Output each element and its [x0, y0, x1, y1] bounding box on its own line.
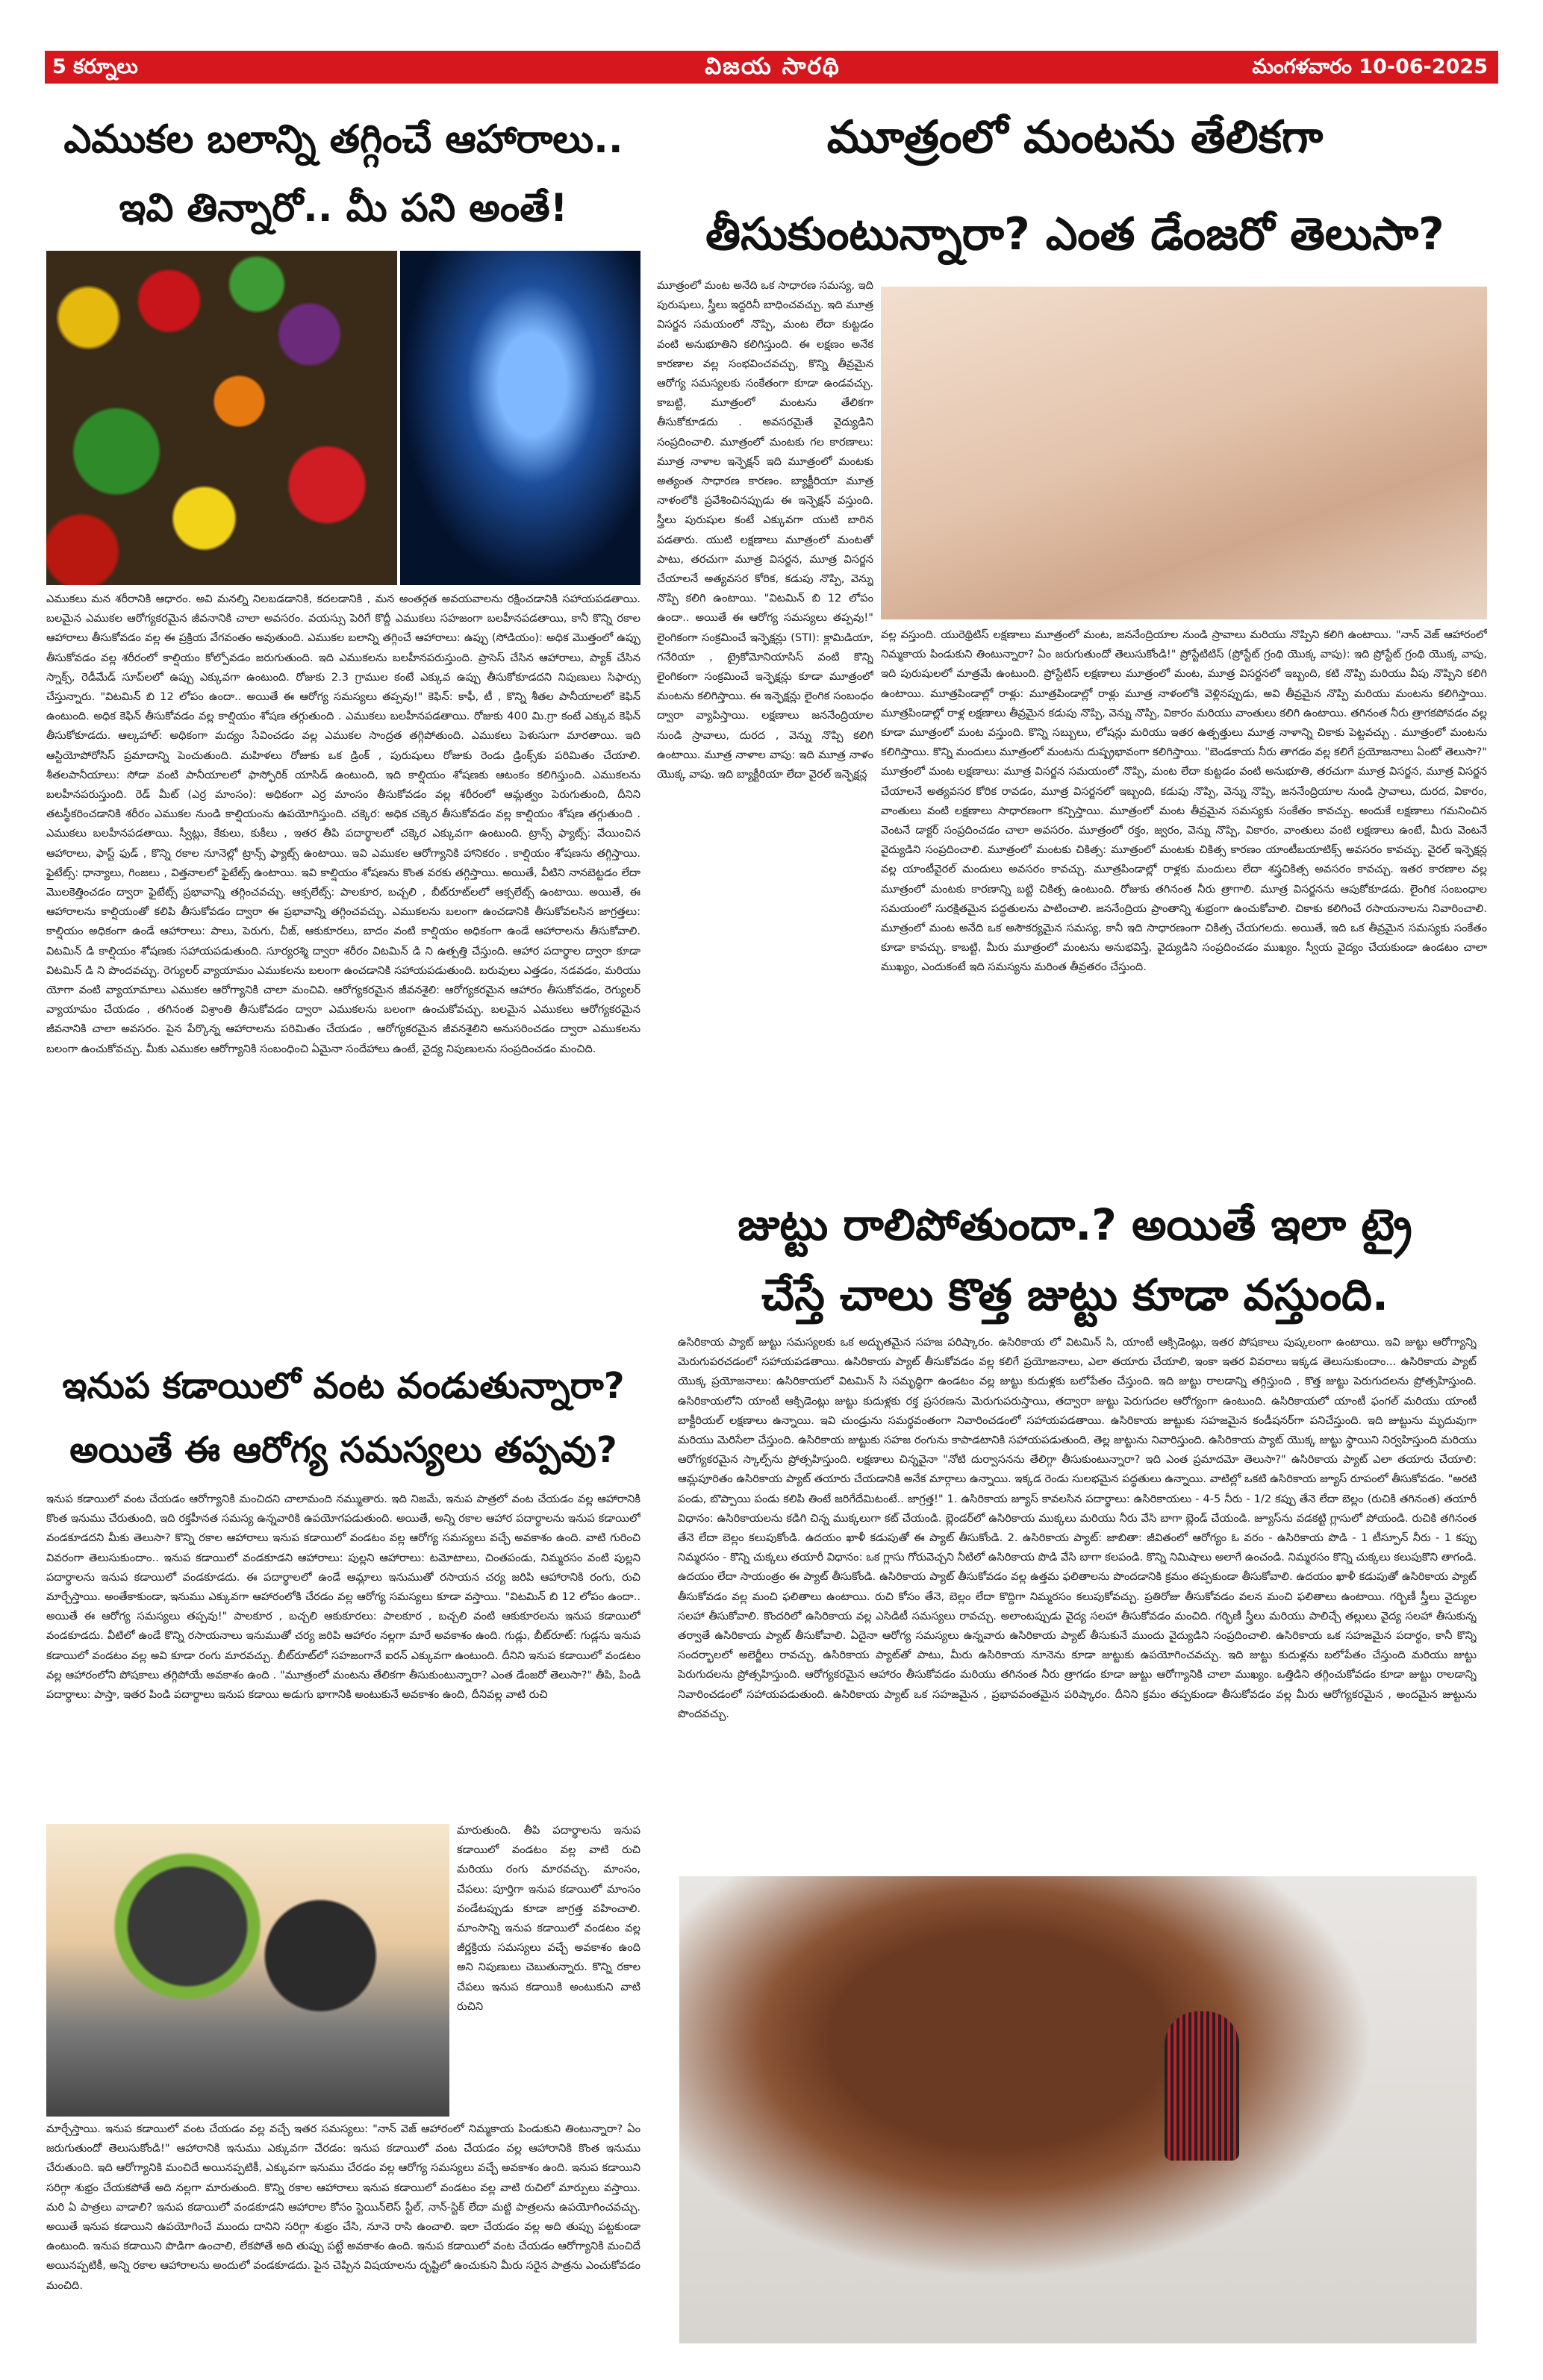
article3-headline-line1: మూత్రంలో మంటను తేలికగా: [826, 111, 1324, 163]
article3-headline-line2: తీసుకుంటున్నారా? ఎంత డేంజరో తెలుసా?: [705, 208, 1444, 260]
masthead-bar: [45, 51, 1498, 84]
page-number-city: 5 కర్నూలు: [52, 55, 138, 78]
article4-body: ఉసిరికాయ ప్యాట్ జుట్టు సమస్యలకు ఒక అద్భుతమైన సహజ పరిష్కారం. ఉసిరికాయ లో విటమిన్ సి, యాంటీ ఆక్సిడెంట్లు, ఇతర పోషకాలు పుష్కలంగా ఉంటాయి. ఇవి జుట్టు ఆరోగ్యాన్ని మెరుగుపరచడంలో సహాయపడతాయి. ఉసిరికాయ ప్యాట్ తీసుకోవడం వల్ల కలిగే ప్రయోజనాలు, ఎలా తయారు చేయాలి, ఇంకా ఇతర వివరాలు ఇక్కడ తెలుసుకుందాం... ఉసిరికాయ ప్యాట్ యొక్క ప్రయోజనాలు: ఉసిరికాయలో విటమిన్ సి సమృద్ధిగా ఉండటం వల్ల జుట్టు కుదుళ్లకు బలోపేతం చేస్తుంది. ఇది జుట్టు రాలడాన్ని తగ్గిస్తుంది , కొత్త జుట్టు పెరుగుదలను ప్రోత్సహిస్తుంది. ఉసిరికాయలోని యాంటీ ఆక్సిడెంట్లు జుట్టు కుదుళ్లకు రక్త ప్రసరణను మెరుగుపరుస్తాయి, తద్వారా జుట్టు పెరుగుదల ఆరోగ్యంగా ఉంటుంది. ఉసిరికాయలో యాంటీ ఫంగల్ మరియు యాంటీ బాక్టీరియల్ లక్షణాలు ఉన్నాయి. ఇవి చుండ్రును సమర్థవంతంగా నివారించడంలో సహాయపడతాయి. ఉసిరికాయ జుట్టుకు సహజమైన కండీషనర్‌గా పనిచేస్తుంది. ఇది జుట్టును మృదువుగా మరియు మెరిసేలా చేస్తుంది. ఉసిరికాయ జుట్టుకు సహజ రంగును కాపాడటానికి సహాయపడుతుంది, తెల్ల జుట్టును నివారిస్తుంది. ఉసిరికాయ ప్యాట్ యొక్క జుట్టు స్థాయిని నిర్వహిస్తుంది మరియు ఆరోగ్యకరమైన స్కాల్ప్‌ను ప్రోత్సహిస్తుంది. లక్షణాలు చిన్నవైనా "నోటి దుర్వాసనను తేలిగ్గా తీసుకుంటున్నారా? ఇది ఎంత ప్రమాదమో తెలుసా?" ఉసిరికాయ ప్యాట్ ఎలా తయారు చేయాలి: ఆమ్లపూరితం ఉసిరికాయ ప్యాట్ తయారు చేయడానికి అనేక మార్గాలు ఉన్నాయి. ఇక్కడ రెండు సులభమైన పద్ధతులు ఉన్నాయి. వాటిల్లో ఒకటి ఉసిరికాయ జ్యూస్ రూపంలో తీసుకోవడం. "అరటి పండు, బొప్పాయి పండు కలిపి తింటే జరిగేదేమిటంటే.. జాగ్రత్త!" 1. ఉసిరికాయ జ్యూస్ కావలసిన పదార్థాలు: ఉసిరికాయలు - 4-5 నీరు - 1/2 కప్పు తేనె లేదా బెల్లం (రుచికి తగినంత) తయారీ విధానం: ఉసిరికాయలను కడిగి చిన్న ముక్కలుగా కట్ చేయండి. బ్లెండర్‌లో ఉసిరికాయ ముక్కలు మరియు నీరు వేసి బాగా బ్లెండ్ చేయండి. జ్యూస్‌ను వడకట్టి గ్లాసులో పోయండి. రుచికి తగినంత తేనె లేదా బెల్లం కలుపుకోండి. ఉదయం ఖాళీ కడుపుతో ఈ ప్యాట్ తీసుకోండి. 2. ఉసిరికాయ ప్యాట్: జాబితా: జీవితంలో ఆరోగ్యం ఓ వరం - ఉసిరికాయ పొడి - 1 టీస్పూన్ నీరు - 1 కప్పు నిమ్మరసం - కొన్ని చుక్కలు తయారీ విధానం: ఒక గ్లాసు గోరువెచ్చని నీటిలో ఉసిరికాయ పొడి వేసి బాగా కలపండి. కొన్ని నిమిషాలు అలాగే ఉంచండి. నిమ్మరసం కొన్ని చుక్కలు కలుపుకొని తాగండి. ఉదయం లేదా సాయంత్రం ఈ ప్యాట్ తీసుకోండి. ఉసిరికాయ ప్యాట్ తీసుకోవడం వల్ల ఉత్తమ ఫలితాలను పొందడానికి క్రమం తప్పకుండా తీసుకోవాలి. ఉదయం ఖాళీ కడుపుతో ఉసిరికాయ ప్యాట్ తీసుకోవడం వల్ల మంచి ఫలితాలు ఉంటాయి. రుచి కోసం తేనె, బెల్లం లేదా కొద్దిగా నిమ్మరసం కలుపుకోవచ్చు. ప్రతిరోజు తీసుకోవడం వలన మంచి ఫలితాలు ఉంటాయి. గర్భిణీ స్త్రీలు వైద్యుల సలహా తీసుకోవాలి. కొందరిలో ఉసిరికాయ వల్ల ఎసిడిటీ సమస్యలు రావచ్చు. అలాంటప్పుడు వైద్య సలహా తీసుకోవడం మంచిది. గర్భిణీ స్త్రీలు మరియు పాలిచ్చే తల్లులు వైద్య సలహా తీసుకున్న తర్వాతే ఉసిరికాయ ప్యాట్ తీసుకోవాలి. ఏదైనా ఆరోగ్య సమస్యలు ఉన్నవారు ఉసిరికాయ ప్యాట్ తీసుకునే ముందు వైద్యుడిని సంప్రదించాలి. ఉసిరికాయ ఒక సహజమైన పదార్థం, కానీ కొన్ని సందర్భాలలో అలెర్జీలు రావచ్చు. ఉసిరికాయ ప్యాట్‌తో పాటు, మీరు ఉసిరికాయ నూనెను కూడా జుట్టుకు ఉపయోగించవచ్చు. ఇది జుట్టు కుదుళ్లను బలోపేతం చేస్తుంది మరియు జుట్టు పెరుగుదలను ప్రోత్సహిస్తుంది. ఆరోగ్యకరమైన ఆహారం తీసుకోవడం మరియు తగినంత నీరు త్రాగడం కూడా జుట్టు ఆరోగ్యానికి చాలా ముఖ్యం. ఒత్తిడిని తగ్గించుకోవడం కూడా జుట్టు రాలడాన్ని నివారించడంలో సహాయపడుతుంది. ఉసిరికాయ ప్యాట్ ఒక సహజమైన , ప్రభావవంతమైన పరిష్కారం. దీనిని క్రమం తప్పకుండా తీసుకోవడం వల్ల మీరు ఆరోగ్యకరమైన , అందమైన జుట్టును పొందవచ్చు.: [678, 1336, 1477, 1720]
article2-headline-line2: అయితే ఈ ఆరోగ్య సమస్యలు తప్పవు?: [69, 1429, 617, 1471]
newspaper-title: విజయ సారథి: [705, 53, 841, 80]
article2-body-bottom: మార్చేస్తాయి. ఇనుప కడాయిలో వంట చేయడం వల్ల వచ్చే ఇతర సమస్యలు: "నాన్ వెజ్ ఆహారంలో నిమ్మకాయ పిండుకుని తింటున్నారా? ఏం జరుగుతుందో తెలుసుకోండి!" ఆహారానికి ఇనుము ఎక్కువగా చేరడం: ఇనుప కడాయిలో వంట చేయడం వల్ల ఆహారానికి కొంత ఇనుము చేరుతుంది. ఇది ఆరోగ్యానికి మంచిదే అయినప్పటికీ, ఎక్కువగా ఇనుము చేరడం వల్ల ఆరోగ్య సమస్యలు వచ్చే అవకాశం ఉంది. ఇనుప కడాయిని సరిగ్గా శుభ్రం చేయకపోతే అది నల్లగా మారుతుంది. కొన్ని రకాల ఆహారాలు ఇనుప కడాయిలో వండటం వల్ల వాటి రుచిలో మార్పులు వస్తాయి. మరి ఏ పాత్రలు వాడాలి? ఇనుప కడాయిలో వండకూడని ఆహారాల కోసం స్టెయిన్‌లెస్ స్టీల్, నాన్-స్టిక్ లేదా మట్టి పాత్రలను ఉపయోగించవచ్చు. అయితే ఇనుప కడాయిని ఉపయోగించే ముందు దానిని సరిగ్గా శుభ్రం చేసి, నూనె రాసి ఉంచాలి. ఇలా చేయడం వల్ల అది తుప్పు పట్టకుండా ఉంటుంది. ఇనుప కడాయిని పొడిగా ఉంచాలి, లేకపోతే అది తుప్పు పట్టే అవకాశం ఉంది. ఇనుప కడాయిలో వంట చేయడం ఆరోగ్యానికి మంచిదే అయినప్పటికీ, అన్ని రకాల ఆహారాలను అందులో వండకూడదు. పైన చెప్పిన విషయాలను దృష్టిలో ఉంచుకుని మీరు సరైన పాత్రను ఎంచుకోవడం మంచిది.: [46, 2123, 640, 2292]
article2-body-side: మారుతుంది. తీపి పదార్థాలను ఇనుప కడాయిలో వండటం వల్ల వాటి రుచి మరియు రంగు మారవచ్చు. మాంసం, చేపలు: పూర్తిగా ఇనుప కడాయిలో మాంసం వండేటప్పుడు కూడా జాగ్రత్త వహించాలి. మాంసాన్ని ఇనుప కడాయిలో వండటం వల్ల జీర్ణక్రియ సమస్యలు వచ్చే అవకాశం ఉంది అని నిపుణులు చెబుతున్నారు. కొన్ని రకాల చేపలు ఇనుప కడాయికి అంటుకుని వాటి రుచిని: [457, 1824, 640, 2013]
issue-date: మంగళవారం 10-06-2025: [1252, 55, 1488, 78]
article2-body-top: ఇనుప కడాయిలో వంట చేయడం ఆరోగ్యానికి మంచిదని చాలామంది నమ్ముతారు. ఇది నిజమే, ఇనుప పాత్రలో వంట చేయడం వల్ల ఆహారానికి కొంత ఇనుము చేరుతుంది, ఇది రక్తహీనత సమస్య ఉన్నవారికి ఉపయోగపడుతుంది. అయితే, అన్ని రకాల ఆహార పదార్థాలను ఇనుప కడాయిలో వండకూడదని మీకు తెలుసా? కొన్ని రకాల ఆహారాలు ఇనుప కడాయిలో వండటం వల్ల ఆరోగ్య సమస్యలు వచ్చే అవకాశం ఉంది. వాటి గురించి వివరంగా తెలుసుకుందాం.. ఇనుప కడాయిలో వండకూడని ఆహారాలు: పుల్లని ఆహారాలు: టమోటాలు, చింతపండు, నిమ్మరసం వంటి పుల్లని పదార్థాలను ఇనుప కడాయిలో వండకూడదు. ఈ పదార్థాలలో ఉండే ఆమ్లాలు ఇనుముతో రసాయన చర్య జరిపి ఆహారానికి రంగు, రుచి మార్చేస్తాయి. అంతేకాకుండా, ఇనుము ఎక్కువగా ఆహారంలోకి చేరడం వల్ల ఆరోగ్య సమస్యలు కూడా వస్తాయి. "విటమిన్ బి 12 లోపం ఉందా.. అయితే ఈ ఆరోగ్య సమస్యలు తప్పవు!" పాలకూర , బచ్చలి ఆకుకూరలు: పాలకూర , బచ్చలి వంటి ఆకుకూరలను ఇనుప కడాయిలో వండకూడదు. వీటిలో ఉండే కొన్ని రసాయనాలు ఇనుముతో చర్య జరిపి ఆహారం నల్లగా మారే అవకాశం ఉంది. గుడ్లు, బీట్‌రూట్: గుడ్లను ఇనుప కడాయిలో వండటం వల్ల అవి కూడా రంగు మారవచ్చు. బీట్‌రూట్‌లో సహజంగానే ఐరన్ ఎక్కువగా ఉంటుంది. దీనిని ఇనుప కడాయిలో వండటం వల్ల ఆహారంలోని పోషకాలు తగ్గిపోయే అవకాశం ఉంది . "మూత్రంలో మంటను తేలికగా తీసుకుంటున్నారా? ఎంత డేంజరో తెలుసా?" తీపి, పిండి పదార్థాలు: పాస్తా, ఇతర పిండి పదార్థాలు ఇనుప కడాయి అడుగు భాగానికి అంటుకునే అవకాశం ఉంది, దీనివల్ల వాటి రుచి: [46, 1493, 640, 1702]
skeleton-xray-photo: [400, 251, 640, 585]
article4-headline-line1: జుట్టు రాలిపోతుందా.? అయితే ఇలా ట్రై: [738, 1199, 1412, 1250]
article3-body-wide: వల్ల వస్తుంది. యురెథ్రిటిస్ లక్షణాలు మూత్రంలో మంట, జననేంద్రియాల నుండి స్రావాలు మరియు నొప్పిని కలిగి ఉంటాయి. "నాన్ వెజ్ ఆహారంలో నిమ్మకాయ పిండుకుని తింటున్నారా? ఏం జరుగుతుందో తెలుసుకోండి!" ప్రోస్టేటిటిస్ (ప్రోస్టేట్ గ్రంథి యొక్క వాపు): ఇది ప్రోస్టేట్ గ్రంథి యొక్క వాపు, ఇది పురుషులలో మాత్రమే ఉంటుంది. ప్రోస్టేటిస్ లక్షణాలు మూత్రంలో మంట, మూత్ర విసర్జనలో ఇబ్బంది, కటి నొప్పి మరియు వీపు నొప్పిని కలిగి ఉంటాయి. మూత్రపిండాల్లో రాళ్లు: మూత్రపిండాల్లో రాళ్లు మూత్ర నాళంలోకి వెళ్లినప్పుడు, అవి తీవ్రమైన నొప్పి మరియు మంటను కలిగిస్తాయి. మూత్రపిండాల్లో రాళ్ల లక్షణాలు తీవ్రమైన కడుపు నొప్పి, వెన్ను నొప్పి, వికారం మరియు వాంతులు కలిగి ఉంటాయి. తగినంత నీరు త్రాగకపోవడం వల్ల కూడా మూత్రంలో మంట వస్తుంది. కొన్ని సబ్బులు, లోషన్లు మరియు ఇతర ఉత్పత్తులు మూత్ర నాళాన్ని చికాకు పెట్టవచ్చు . మూత్రంలో మంటను కలిగిస్తాయి. కొన్ని మందులు మూత్రంలో మంటను దుష్ప్రభావంగా కలిగిస్తాయి. "బెండకాయ నీరు తాగడం వల్ల కలిగే ప్రయోజనాలు ఏంటో తెలుసా?" మూత్రంలో మంట లక్షణాలు: మూత్ర విసర్జన సమయంలో నొప్పి, మంట లేదా కుట్టడం వంటి అనుభూతి, తరచుగా మూత్ర విసర్జన, మూత్ర విసర్జన చేయాలనే అత్యవసర కోరిక రావడం, మూత్ర విసర్జనలో ఇబ్బంది, కడుపు నొప్పి, వెన్ను నొప్పి, జననేంద్రియాల నుండి స్రావాలు, దురద, వికారం, వాంతులు వంటి లక్షణాలు సాధారణంగా కన్పిస్తాయి. మూత్రంలో మంట తీవ్రమైన సమస్యకు సంకేతం కావచ్చు. అందుకే లక్షణాలు గమనించిన వెంటనే డాక్టర్ సంప్రదించడం చాలా అవసరం. మూత్రంలో రక్తం, జ్వరం, వెన్ను నొప్పి, వికారం, వాంతులు వంటి లక్షణాలు ఉంటే, మీరు వెంటనే వైద్యుడిని సంప్రదించాలి. మూత్రంలో మంటకు చికిత్స: మూత్రంలో మంటకు చికిత్స కారణం యాంటీబయాటిక్స్ అవసరం కావచ్చు. వైరల్ ఇన్ఫెక్షన్ల వల్ల యాంటీవైరల్ మందులు అవసరం కావచ్చు. మూత్రపిండాల్లో రాళ్లకు మందులు లేదా శస్త్రచికిత్స అవసరం కావచ్చు. ఇతర కారణాల వల్ల మూత్రంలో మంటకు కారణాన్ని బట్టి చికిత్స ఉంటుంది. రోజుకు తగినంత నీరు త్రాగాలి. మూత్ర విసర్జనను ఆపుకోకూడదు. లైంగిక సంబంధాల సమయంలో సురక్షితమైన పద్ధతులను పాటించాలి. జననేంద్రియ ప్రాంతాన్ని శుభ్రంగా ఉంచుకోవాలి. చికాకు కలిగించే రసాయనాలను నివారించాలి. మూత్రంలో మంట అనేది ఒక అసౌకర్యమైన సమస్య, కానీ ఇది సాధారణంగా చికిత్స చేయగలదు. అయితే, ఇది ఒక తీవ్రమైన సమస్యకు సంకేతం కూడా కావచ్చు. కాబట్టి, మీరు మూత్రంలో మంటను అనుభవిస్తే, వైద్యుడిని సంప్రదించడం ముఖ్యం. స్వీయ వైద్యం చేయకుండా ఉండటం చాలా ముఖ్యం, ఎందుకంటే ఇది సమస్యను మరింత తీవ్రతరం చేస్తుంది.: [881, 628, 1487, 974]
hair-loss-photo: [679, 1876, 1477, 2343]
hairbrush-icon: [1165, 2011, 1239, 2161]
article1-headline-line2: ఇవి తిన్నారో.. మీ పని అంతే!: [119, 186, 568, 231]
article2-headline-line1: ఇనుప కడాయిలో వంట వండుతున్నారా?: [62, 1365, 625, 1407]
article4-headline-line2: చేస్తే చాలు కొత్త జుట్టు కూడా వస్తుంది.: [761, 1269, 1388, 1320]
abdominal-pain-photo: [881, 287, 1487, 619]
article1-body: ఎముకలు మన శరీరానికి ఆధారం. అవి మనల్ని నిలబడడానికి, కదలడానికి , మన అంతర్గత అవయవాలను రక్షించడానికి సహాయపడతాయి. బలమైన ఎముకల ఆరోగ్యకరమైన జీవనానికి చాలా అవసరం. వయస్సు పెరిగే కొద్దీ ఎముకలు సహజంగా బలహీనపడతాయి, కానీ కొన్ని రకాల ఆహారాలు తీసుకోవడం వల్ల ఈ ప్రక్రియ వేగవంతం అవుతుంది. ఎముకల బలాన్ని తగ్గించే ఆహారాలు: ఉప్పు (సోడియం): అధిక మొత్తంలో ఉప్పు తీసుకోవడం వల్ల శరీరంలో కాల్షియం కోల్పోవడం జరుగుతుంది. ఇది ఎముకలను బలహీనపరుస్తుంది. ప్రాసెస్ చేసిన ఆహారాలు, ప్యాక్ చేసిన స్నాక్స్, రెడీమేడ్ సూప్‌లలో ఉప్పు ఎక్కువగా ఉంటుంది. రోజుకు 2.3 గ్రాముల కంటే ఎక్కువ ఉప్పు తీసుకోకూడదని నిపుణులు సిఫార్సు చేస్తున్నారు. "విటమిన్ బి 12 లోపం ఉందా.. అయితే ఈ ఆరోగ్య సమస్యలు తప్పవు!" కెఫిన్: కాఫీ, టీ , కొన్ని శీతల పానీయాలలో కెఫిన్ ఉంటుంది. అధిక కెఫిన్ తీసుకోవడం వల్ల కాల్షియం శోషణ తగ్గుతుంది . ఎముకలు బలహీనపడతాయి. రోజుకు 400 మి.గ్రా కంటే ఎక్కువ కెఫిన్ తీసుకోకూడదు. ఆల్కహాల్: అధికంగా మద్యం సేవించడం వల్ల ఎముకల సాంద్రత తగ్గిపోతుంది. ఎముకలు పెళుసుగా మారతాయి. ఇది ఆస్టియోపోరోసిస్ ప్రమాదాన్ని పెంచుతుంది. మహిళలు రోజుకు ఒక డ్రింక్ , పురుషులు రోజుకు రెండు డ్రింక్స్‌కు పరిమితం చేయాలి. శీతలపానీయాలు: సోడా వంటి పానీయాలలో ఫాస్ఫోరిక్ యాసిడ్ ఉంటుంది, ఇది కాల్షియం శోషణకు ఆటంకం కలిగిస్తుంది. ఎముకలను బలహీనపరుస్తుంది. రెడ్ మీట్ (ఎర్ర మాంసం): అధికంగా ఎర్ర మాంసం తీసుకోవడం వల్ల శరీరంలో ఆమ్లత్వం పెరుగుతుంది, దీనిని తటస్థీకరించడానికి శరీరం ఎముకల నుండి కాల్షియంను ఉపయోగిస్తుంది. చక్కెర: అధిక చక్కెర తీసుకోవడం వల్ల కాల్షియం శోషణ తగ్గుతుంది . ఎముకలు బలహీనపడతాయి. స్వీట్లు, కేకులు, కుకీలు , ఇతర తీపి పదార్థాలలో చక్కెర ఎక్కువగా ఉంటుంది. ట్రాన్స్ ఫ్యాట్స్: వేయించిన ఆహారాలు, ఫాస్ట్ ఫుడ్ , కొన్ని రకాల నూనెల్లో ట్రాన్స్ ఫ్యాట్స్ ఉంటాయి. ఇవి ఎముకల ఆరోగ్యానికి హానికరం . కాల్షియం శోషణను తగ్గిస్తాయి. ఫైటేట్స్: ధాన్యాలు, గింజలు , విత్తనాలలో ఫైటేట్స్ ఉంటాయి. ఇవి కాల్షియం శోషణను కొంత వరకు తగ్గిస్తాయి. అయితే, వీటిని నానబెట్టడం లేదా మొలకెత్తించడం ద్వారా ఫైటేట్స్ ప్రభావాన్ని తగ్గించవచ్చు. ఆక్సలేట్స్: పాలకూర, బచ్చలి , బీట్‌రూట్‌లలో ఆక్సలేట్స్ ఉంటాయి. అయితే, ఈ ఆహారాలను కాల్షియంతో కలిపి తీసుకోవడం ద్వారా ఈ ప్రభావాన్ని తగ్గించవచ్చు. ఎముకలను బలంగా ఉంచడానికి తీసుకోవలసిన జాగ్రత్తలు: కాల్షియం అధికంగా ఉండే ఆహారాలు: పాలు, పెరుగు, చీజ్, ఆకుకూరలు, బాదం వంటి కాల్షియం అధికంగా ఉండే ఆహారాలను తీసుకోవాలి. విటమిన్ డి కాల్షియం శోషణకు సహాయపడుతుంది. సూర్యరశ్మి ద్వారా శరీరం విటమిన్ డి ని ఉత్పత్తి చేస్తుంది. ఆహార పదార్థాల ద్వారా కూడా విటమిన్ డి ని పొందవచ్చు. రెగ్యులర్ వ్యాయామం ఎముకలను బలంగా ఉంచడానికి సహాయపడుతుంది. బరువులు ఎత్తడం, నడవడం, మరియు యోగా వంటి వ్యాయామాలు ఎముకల ఆరోగ్యానికి చాలా మంచివి. ఆరోగ్యకరమైన జీవనశైలి: ఆరోగ్యకరమైన ఆహారం తీసుకోవడం, రెగ్యులర్ వ్యాయామం చేయడం , తగినంత విశ్రాంతి తీసుకోవడం ద్వారా ఎముకలను బలంగా ఉంచుకోవచ్చు. బలమైన ఎముకలు ఆరోగ్యకరమైన జీవనానికి చాలా అవసరం. పైన పేర్కొన్న ఆహారాలను పరిమితం చేయడం , ఆరోగ్యకరమైన జీవనశైలిని అనుసరించడం ద్వారా ఎముకలను బలంగా ఉంచుకోవచ్చు. మీకు ఎముకల ఆరోగ్యానికి సంబంధించి ఏమైనా సందేహాలు ఉంటే, వైద్య నిపుణులను సంప్రదించడం మంచిది.: [46, 593, 640, 1055]
cookware-illustration: [46, 1824, 449, 2117]
article3-body-column: మూత్రంలో మంట అనేది ఒక సాధారణ సమస్య, ఇది పురుషులు, స్త్రీలు ఇద్దరినీ బాధించవచ్చు. ఇది మూత్ర విసర్జన సమయంలో నొప్పి, మంట లేదా కుట్టడం వంటి అనుభూతిని కలిగిస్తుంది. ఈ లక్షణం అనేక కారణాల వల్ల సంభవించవచ్చు, కొన్ని తీవ్రమైన ఆరోగ్య సమస్యలకు సంకేతంగా కూడా ఉండవచ్చు. కాబట్టి, మూత్రంలో మంటను తేలికగా తీసుకోకూడదు . అవసరమైతే వైద్యుడిని సంప్రదించాలి. మూత్రంలో మంటకు గల కారణాలు: మూత్ర నాళాల ఇన్ఫెక్షన్ ఇది మూత్రంలో మంటకు అత్యంత సాధారణ కారణం. బ్యాక్టీరియా మూత్ర నాళంలోకి ప్రవేశించినప్పుడు ఈ ఇన్ఫెక్షన్ వస్తుంది. స్త్రీలు పురుషుల కంటే ఎక్కువగా యుటి బారిన పడతారు. యుటి లక్షణాలు మూత్రంలో మంటతో పాటు, తరచుగా మూత్ర విసర్జన, మూత్ర విసర్జన చేయాలనే అత్యవసర కోరిక, కడుపు నొప్పి, వెన్ను నొప్పి కలిగి ఉంటాయి. "విటమిన్ బి 12 లోపం ఉందా.. అయితే ఈ ఆరోగ్య సమస్యలు తప్పవు!" లైంగికంగా సంక్రమించే ఇన్ఫెక్షన్లు (STI): క్లామిడియా, గనేరియా , ట్రైకోమోనియాసిస్ వంటి కొన్ని లైంగికంగా సంక్రమించే ఇన్ఫెక్షన్లు కూడా మూత్రంలో మంటను కలిగిస్తాయి. ఈ ఇన్ఫెక్షన్లు లైంగిక సంబంధం ద్వారా వ్యాపిస్తాయి. లక్షణాలు జననేంద్రియాల నుండి స్రావాలు, దురద , వెన్ను నొప్పి కలిగి ఉంటాయి. మూత్ర నాళాల వాపు: ఇది మూత్ర నాళం యొక్క వాపు. ఇది బ్యాక్టీరియా లేదా వైరల్ ఇన్ఫెక్షన్ల: [657, 279, 873, 781]
vegetables-photo: [46, 251, 397, 585]
article1-headline-line1: ఎముకల బలాన్ని తగ్గించే ఆహారాలు..: [63, 117, 623, 162]
